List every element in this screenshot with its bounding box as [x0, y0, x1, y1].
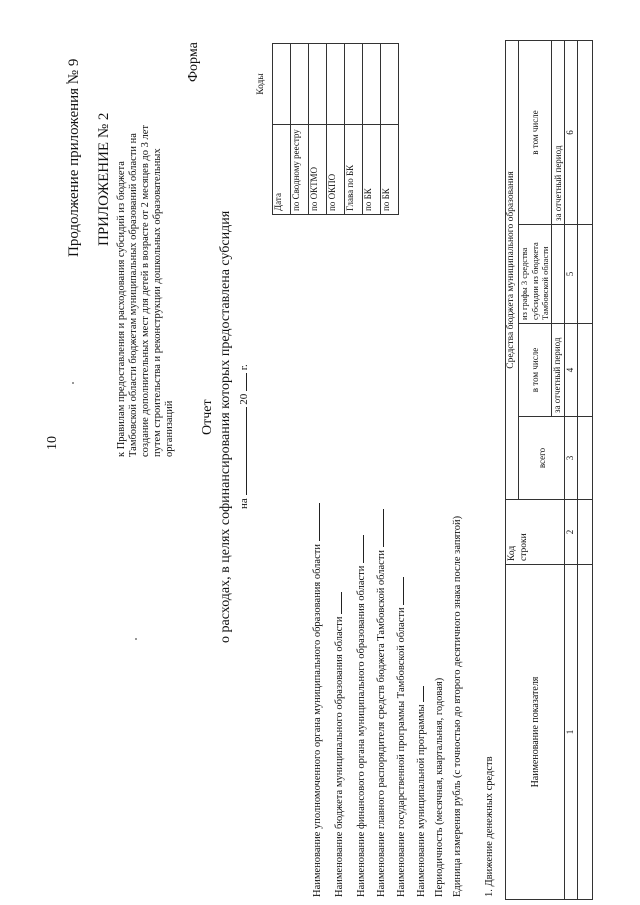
col-number-3: 3 — [565, 417, 578, 500]
codes-row-okpo: по ОКПО — [327, 125, 345, 215]
codes-value-okpo — [327, 44, 345, 125]
codes-value-oktmo — [309, 44, 327, 125]
col-in-that-header: в том числе — [519, 324, 552, 417]
appendix-line-2: Тамбовской области бюджетам муниципальных образований области на — [128, 133, 139, 457]
codes-row-bk2: по БК — [381, 125, 399, 215]
codes-value-bk2 — [381, 44, 399, 125]
date-year: 20 — [238, 393, 250, 405]
col-number-2: 2 — [565, 500, 578, 565]
appendix-title: ПРИЛОЖЕНИЕ № 2 — [96, 112, 112, 246]
col-number-1: 1 — [565, 565, 578, 900]
appendix-line-4: путем строительства и реконструкции дошкольных образовательных — [152, 148, 163, 457]
codes-row-bk1: по БК — [363, 125, 381, 215]
col-from3-header: из графы 3 средства субсидии из бюджета Тамбовской области — [519, 225, 552, 324]
appendix-line-3: создание дополнительных мест для детей в возрасте от 2 месяцев до 3 лет — [140, 124, 151, 457]
report-title: Отчет — [200, 399, 215, 435]
field-financial-body: Наименование финансового органа муниципального образования области — [356, 535, 367, 897]
field-unit: Единица измерения рубль (с точностью до второго десятичного знака после запятой) — [452, 515, 463, 897]
report-date-line — [238, 364, 250, 509]
col-period-header-6: за отчетный период — [552, 41, 565, 225]
table-row — [578, 565, 593, 900]
col-period-header-5 — [552, 225, 565, 324]
codes-header: Коды — [256, 73, 266, 95]
table-row-cell — [578, 225, 593, 324]
col-number-6: 6 — [565, 41, 578, 225]
col-total-header: всего — [519, 417, 565, 500]
field-budget-name: Наименование бюджета муниципального образования области — [334, 592, 345, 897]
codes-row-registry: по Сводному реестру — [291, 125, 309, 215]
field-periodicity: Периодичность (месячная, квартальная, годовая) — [434, 677, 445, 897]
table-row-cell — [578, 417, 593, 500]
col-number-5: 5 — [565, 225, 578, 324]
col-in-that-2-header: в том числе — [519, 41, 552, 225]
col-indicator-header: Наименование показателя — [506, 565, 565, 900]
col-code-header: Код строки — [506, 500, 565, 565]
section-title: 1. Движение денежных средств — [484, 756, 495, 897]
codes-row-head: Глава по БК — [345, 125, 363, 215]
date-suffix: г. — [238, 364, 250, 371]
field-state-program: Наименование государственной программы Тамбовской области — [396, 577, 407, 897]
appendix-line-5: организаций — [164, 400, 175, 457]
continuation-label: Продолжение приложения № 9 — [66, 58, 82, 257]
page-number: 10 — [45, 436, 60, 450]
field-municipal-program: Наименование муниципальной программы — [416, 686, 427, 897]
codes-label-cell — [250, 125, 273, 215]
col-group-header: Средства бюджета муниципального образования — [506, 41, 519, 500]
form-label: Форма — [186, 42, 201, 82]
report-subtitle: о расходах, в целях софинансирования которых предоставлена субсидия — [218, 210, 233, 643]
table-row-cell — [578, 41, 593, 225]
codes-value-bk1 — [363, 44, 381, 125]
date-blank — [245, 407, 247, 495]
codes-table — [250, 43, 399, 215]
codes-value-date — [273, 44, 291, 125]
codes-value-head — [345, 44, 363, 125]
field-main-manager: Наименование главного распорядителя средств бюджета Тамбовской области — [376, 509, 387, 897]
year-blank — [245, 373, 247, 391]
appendix-line-1: к Правилам предоставления и расходования субсидий из бюджета — [116, 161, 127, 457]
table-row-cell — [578, 500, 593, 565]
codes-row-date: Дата — [273, 125, 291, 215]
codes-row-oktmo: по ОКТМО — [309, 125, 327, 215]
col-period-header-4: за отчетный период — [552, 324, 565, 417]
table-row-cell — [578, 324, 593, 417]
date-prefix: на — [238, 498, 250, 509]
col-number-4: 4 — [565, 324, 578, 417]
field-authorized-body: Наименование уполномоченного органа муниципального образования области — [312, 503, 323, 897]
codes-value-registry — [291, 44, 309, 125]
cash-flow-table — [505, 40, 593, 900]
